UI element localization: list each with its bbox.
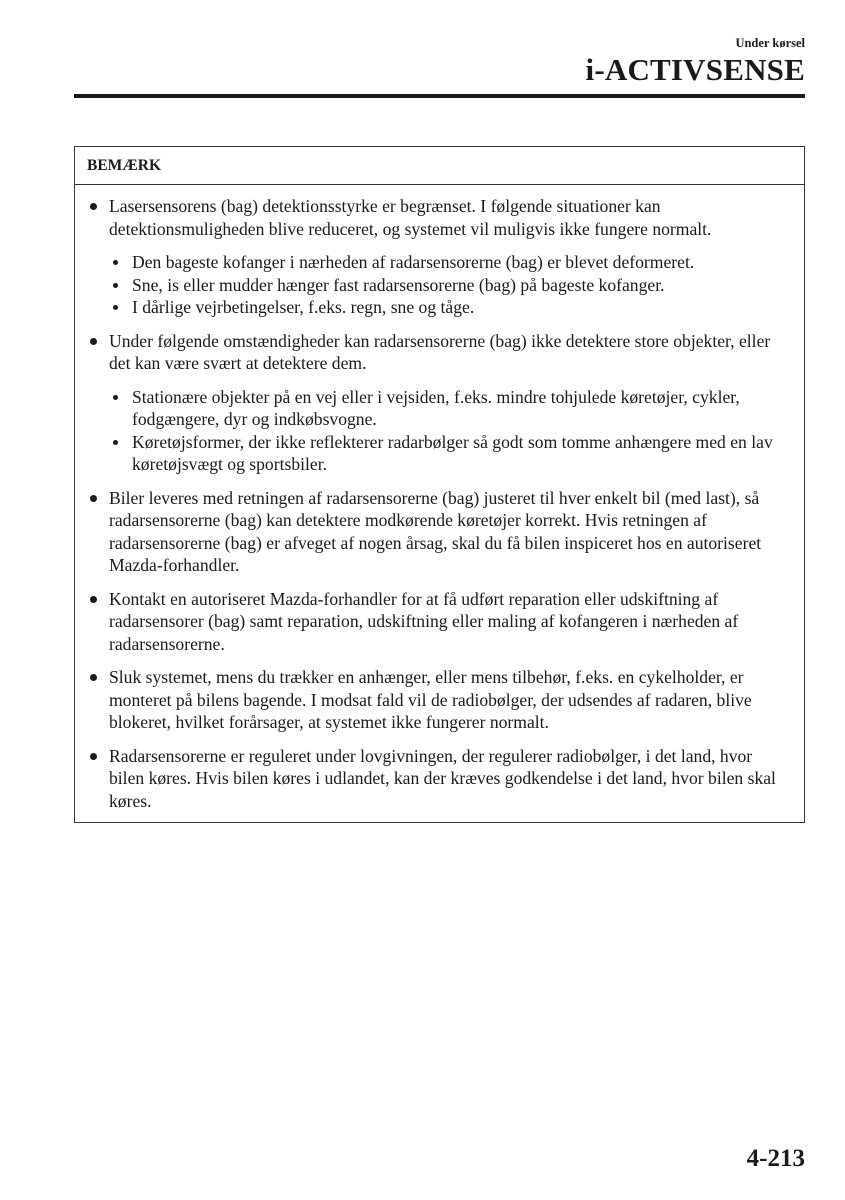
note-subitem (109, 431, 790, 476)
note-sublist (109, 386, 790, 476)
note-list (89, 195, 790, 812)
bullet-icon (90, 674, 97, 681)
bullet-icon (90, 596, 97, 603)
page-title: i-ACTIVSENSE (585, 52, 805, 87)
note-item-text: Lasersensorens (bag) detektionsstyrke er begrænset. I følgende situationer kan detektionsmuligheden blive reduceret, og systemet vil muligvis ikke fungere normalt. (109, 196, 712, 239)
note-subitem (109, 386, 790, 431)
note-item (89, 487, 790, 577)
note-subitem-text: Sne, is eller mudder hænger fast radarsensorerne (bag) på bageste kofanger. (132, 274, 665, 295)
header-divider (74, 94, 805, 98)
note-box (74, 146, 805, 823)
sub-bullet-icon (113, 440, 118, 445)
sub-bullet-icon (113, 395, 118, 400)
note-item (89, 330, 790, 476)
section-label: Under kørsel (735, 36, 805, 50)
note-item-text: Radarsensorerne er reguleret under lovgivningen, der regulerer radiobølger, i det land, hvor bilen køres. Hvis bilen køres i udlandet, kan der kræves godkendelse i det land, hvor bilen skal køres. (109, 745, 776, 811)
note-item-text: Biler leveres med retningen af radarsensorerne (bag) justeret til hver enkelt bil (med last), så radarsensorerne (bag) kan detektere modkørende køretøjer korrekt. Hvis retningen af radarsensorerne (bag) er afveget af nogen årsag, skal du få bilen inspiceret hos en autoriseret Mazda-forhandler. (109, 487, 762, 575)
note-body (75, 185, 804, 822)
note-item (89, 195, 790, 319)
note-item-text: Under følgende omstændigheder kan radarsensorerne (bag) ikke detektere store objekter, eller det kan være svært at detektere dem. (109, 330, 771, 373)
bullet-icon (90, 203, 97, 210)
note-subitem-text: Køretøjsformer, der ikke reflekterer radarbølger så godt som tomme anhængere med en lav køretøjsvægt og sportsbiler. (132, 431, 773, 474)
note-subitem-text: I dårlige vejrbetingelser, f.eks. regn, sne og tåge. (132, 297, 475, 317)
sub-bullet-icon (113, 305, 118, 310)
note-item (89, 588, 790, 656)
note-item-text: Sluk systemet, mens du trækker en anhænger, eller mens tilbehør, f.eks. en cykelholder, er monteret på bilens bagende. I modsat fald vil de radiobølger, der udsendes af radaren, blive blokeret, hvilket forårsager, at systemet ikke fungerer normalt. (109, 667, 752, 732)
note-heading: BEMÆRK (75, 147, 804, 185)
sub-bullet-icon (113, 260, 118, 265)
note-subitem-text: Den bageste kofanger i nærheden af radarsensorerne (bag) er blevet deformeret. (132, 252, 695, 272)
note-subitem-text: Stationære objekter på en vej eller i vejsiden, f.eks. mindre tohjulede køretøjer, cykler, fodgængere, dyr og indkøbsvogne. (132, 386, 740, 429)
note-item-text: Kontakt en autoriseret Mazda-forhandler for at få udført reparation eller udskiftning af radarsensorer (bag) samt reparation, udskiftning eller maling af kofangeren i nærheden af radarsensorerne. (109, 588, 739, 654)
page-number: 4-213 (746, 1145, 805, 1172)
note-subitem (109, 251, 790, 274)
bullet-icon (90, 338, 97, 345)
note-sublist (109, 251, 790, 319)
sub-bullet-icon (113, 283, 118, 288)
note-subitem (109, 274, 790, 297)
note-subitem (109, 296, 790, 319)
note-item (89, 666, 790, 734)
bullet-icon (90, 753, 97, 760)
note-item (89, 745, 790, 813)
bullet-icon (90, 495, 97, 502)
